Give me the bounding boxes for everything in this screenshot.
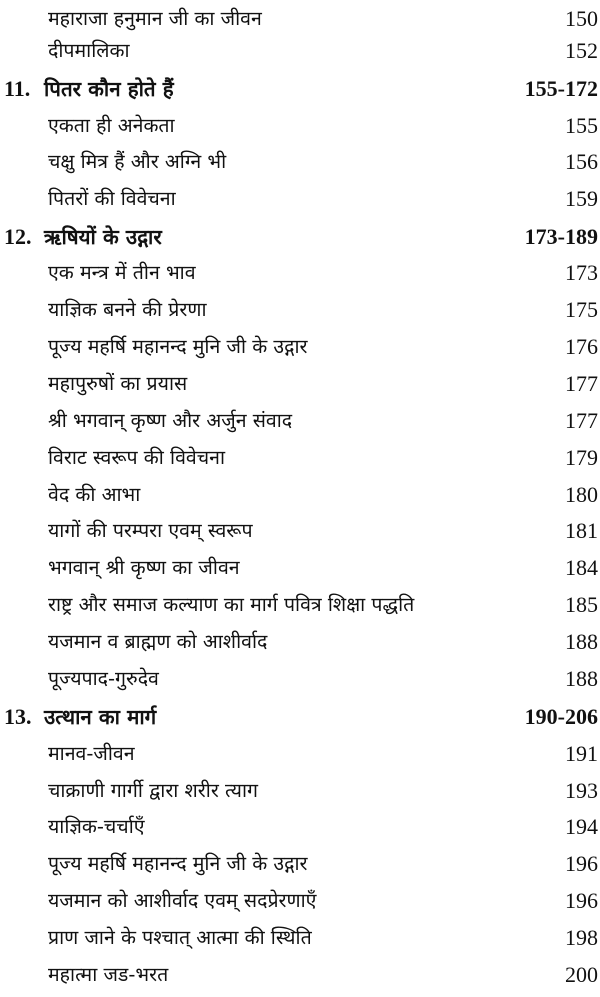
entry-title: पूज्य महर्षि महानन्द मुनि जी के उद्गार: [48, 335, 308, 358]
toc-entry: [0, 328, 600, 366]
toc-entry: [0, 180, 600, 218]
entry-title: पूज्यपाद-गुरुदेव: [48, 667, 159, 690]
entry-page-number: 188: [565, 629, 598, 654]
entry-title: पितरों की विवेचना: [48, 187, 176, 210]
entry-title: भगवान् श्री कृष्ण का जीवन: [48, 556, 240, 579]
chapter-page-range: 155-172: [524, 76, 598, 101]
entry-title: मानव-जीवन: [48, 742, 135, 765]
entry-page-number: 194: [565, 814, 598, 839]
toc-entry: [0, 882, 600, 920]
toc-entry: [0, 956, 600, 994]
entry-page-number: 152: [565, 38, 598, 63]
chapter-heading: [0, 698, 600, 736]
entry-page-number: 155: [565, 113, 598, 138]
toc-entry: [0, 512, 600, 550]
toc-entry: [0, 808, 600, 846]
entry-title: यजमान व ब्राह्मण को आशीर्वाद: [48, 630, 268, 653]
entry-title: एक मन्त्र में तीन भाव: [48, 261, 196, 284]
chapter-title: ऋषियों के उद्गार: [44, 225, 162, 249]
entry-page-number: 175: [565, 297, 598, 322]
toc-entry: [0, 845, 600, 883]
chapter-page-range: 190-206: [524, 704, 598, 729]
entry-title: यागों की परम्परा एवम् स्वरूप: [48, 519, 253, 542]
entry-page-number: 188: [565, 666, 598, 691]
entry-title: वेद की आभा: [48, 483, 141, 506]
entry-page-number: 150: [565, 6, 598, 31]
entry-page-number: 198: [565, 925, 598, 950]
entry-title: याज्ञिक-चर्चाएँ: [48, 815, 145, 838]
chapter-heading: [0, 70, 600, 108]
entry-page-number: 159: [565, 186, 598, 211]
toc-entry: [0, 660, 600, 698]
entry-title: महात्मा जड-भरत: [48, 963, 169, 986]
entry-title: राष्ट्र और समाज कल्याण का मार्ग पवित्र शिक्षा पद्धति: [48, 593, 415, 616]
entry-page-number: 176: [565, 334, 598, 359]
toc-entry: [0, 919, 600, 957]
entry-title: महाराजा हनुमान जी का जीवन: [48, 7, 262, 30]
entry-page-number: 179: [565, 445, 598, 470]
entry-page-number: 177: [565, 371, 598, 396]
entry-title: एकता ही अनेकता: [48, 114, 175, 137]
entry-page-number: 191: [565, 741, 598, 766]
toc-entry: [0, 254, 600, 292]
toc-entry: [0, 772, 600, 810]
chapter-title: पितर कौन होते हैं: [44, 77, 174, 101]
entry-title: दीपमालिका: [48, 39, 130, 62]
toc-entry: [0, 476, 600, 514]
toc-entry: [0, 549, 600, 587]
entry-title: पूज्य महर्षि महानन्द मुनि जी के उद्गार: [48, 852, 308, 875]
toc-entry: [0, 107, 600, 145]
toc-entry: [0, 402, 600, 440]
chapter-heading: [0, 218, 600, 256]
toc-entry: [0, 623, 600, 661]
entry-page-number: 181: [565, 518, 598, 543]
toc-entry: [0, 586, 600, 624]
chapter-number: 12.: [4, 224, 32, 249]
chapter-title: उत्थान का मार्ग: [44, 705, 157, 729]
chapter-number: 11.: [4, 76, 31, 101]
toc-entry: [0, 143, 600, 181]
toc-entry: [0, 32, 600, 70]
entry-title: महापुरुषों का प्रयास: [48, 372, 188, 395]
entry-title: विराट स्वरूप की विवेचना: [48, 446, 226, 469]
chapter-number: 13.: [4, 704, 32, 729]
entry-page-number: 180: [565, 482, 598, 507]
entry-title: यजमान को आशीर्वाद एवम् सदप्रेरणाएँ: [48, 889, 317, 912]
entry-page-number: 173: [565, 260, 598, 285]
entry-page-number: 185: [565, 592, 598, 617]
entry-title: चक्षु मित्र हैं और अग्नि भी: [48, 150, 227, 173]
toc-entry: [0, 439, 600, 477]
entry-title: प्राण जाने के पश्चात् आत्मा की स्थिति: [48, 926, 312, 949]
entry-title: याज्ञिक बनने की प्रेरणा: [48, 298, 207, 321]
entry-page-number: 177: [565, 408, 598, 433]
entry-page-number: 184: [565, 555, 598, 580]
entry-page-number: 193: [565, 778, 598, 803]
toc-entry: [0, 365, 600, 403]
entry-title: चाक्राणी गार्गी द्वारा शरीर त्याग: [48, 779, 259, 802]
entry-page-number: 200: [565, 962, 598, 987]
entry-page-number: 196: [565, 851, 598, 876]
chapter-page-range: 173-189: [524, 224, 598, 249]
entry-title: श्री भगवान् कृष्ण और अर्जुन संवाद: [48, 409, 293, 432]
entry-page-number: 196: [565, 888, 598, 913]
toc-entry: [0, 735, 600, 773]
entry-page-number: 156: [565, 149, 598, 174]
toc-entry: [0, 291, 600, 329]
